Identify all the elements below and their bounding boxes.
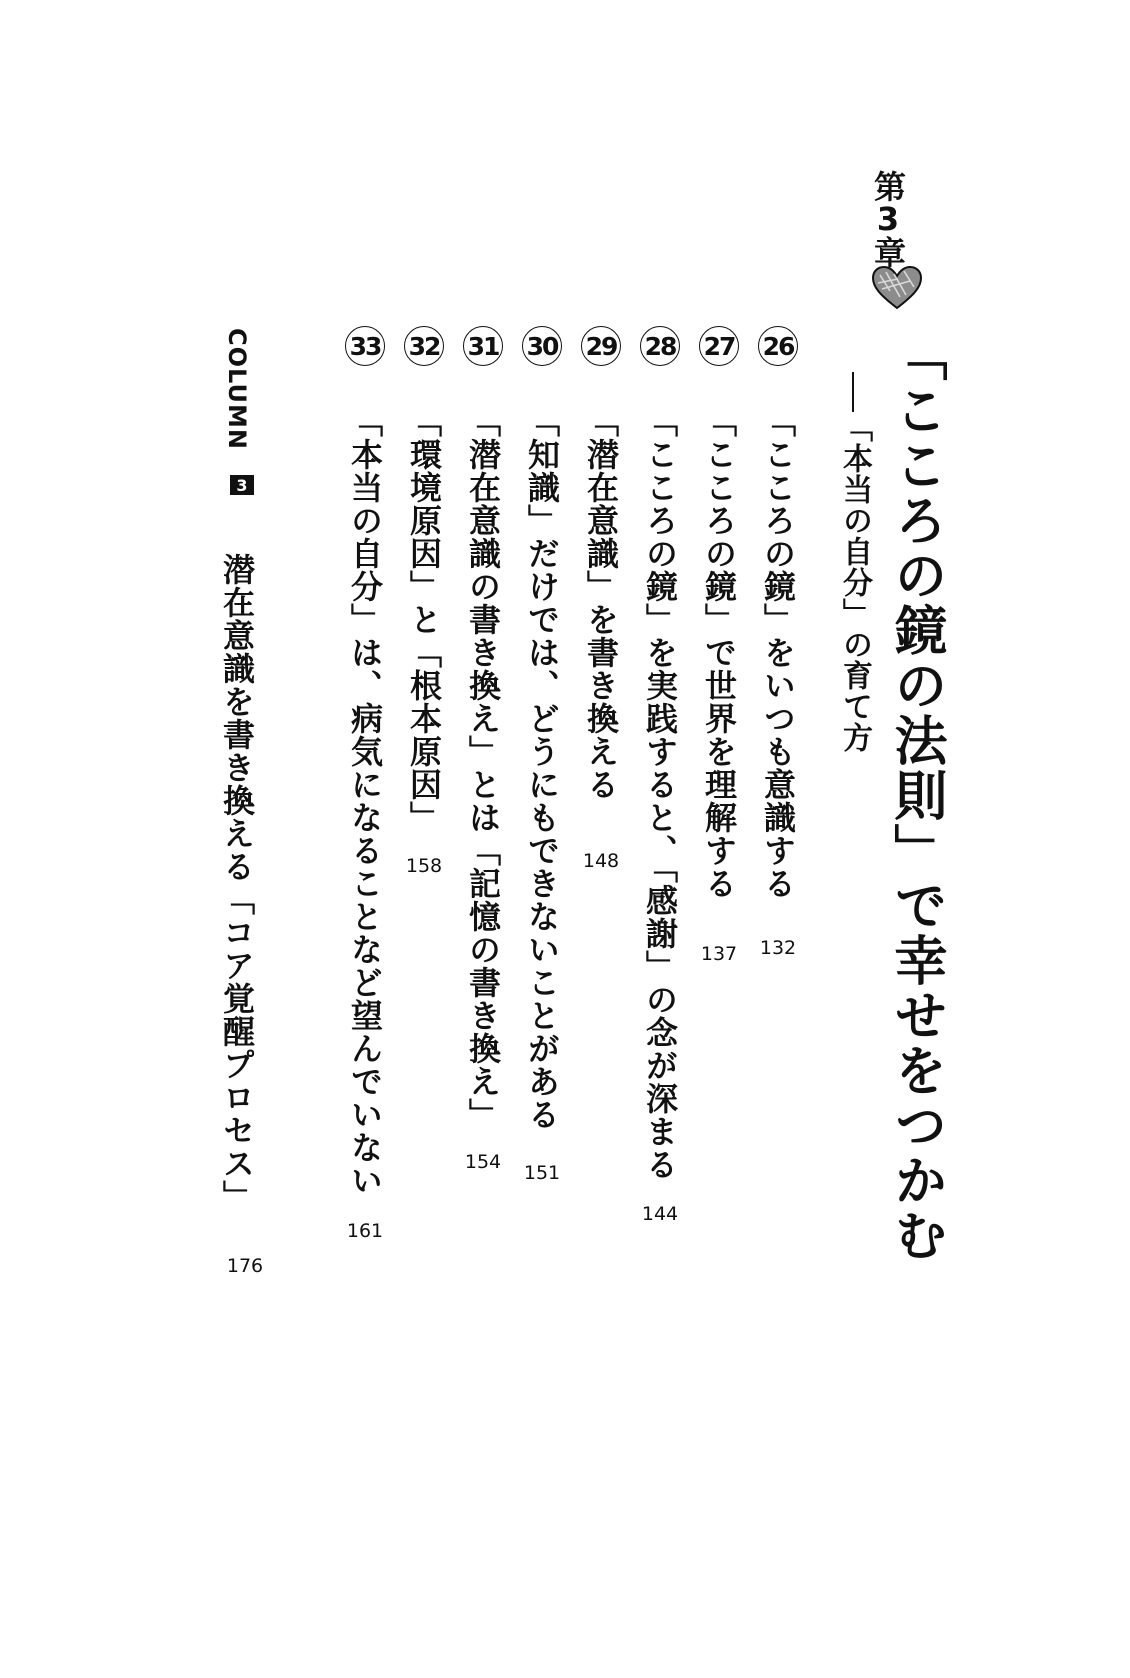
chapter-label: 第3章: [869, 170, 907, 266]
entry-number: 33: [345, 326, 385, 366]
subtitle-dash: [852, 372, 854, 412]
entry-number: 29: [581, 326, 621, 366]
column-page: 176: [226, 1255, 264, 1277]
column-label: COLUMN: [223, 328, 251, 450]
entry-title[interactable]: 「本当の自分」は、病気になることなど望んでいない: [346, 405, 384, 1197]
entry-page: 158: [405, 855, 443, 877]
entry-number: 26: [758, 326, 798, 366]
chapter-title: 「こころの鏡の法則」で幸せをつかむ: [886, 328, 947, 1263]
entry-number: 31: [463, 326, 503, 366]
entry-title[interactable]: 「こころの鏡」で世界を理解する: [700, 405, 738, 900]
entry-title[interactable]: 「環境原因」と「根本原因」: [405, 405, 443, 834]
entry-title[interactable]: 「こころの鏡」をいつも意識する: [759, 405, 797, 900]
column-number-badge: 3: [230, 475, 254, 495]
entry-title[interactable]: 「潜在意識」を書き換える: [582, 405, 620, 801]
entry-page: 151: [523, 1162, 561, 1184]
entry-page: 148: [582, 850, 620, 872]
entry-page: 161: [346, 1220, 384, 1242]
heart-icon: [870, 265, 924, 311]
entry-title[interactable]: 「潜在意識の書き換え」とは「記憶の書き換え」: [464, 405, 502, 1131]
entry-title[interactable]: 「知識」だけでは、どうにもできないことがある: [523, 405, 561, 1131]
column-title[interactable]: 潜在意識を書き換える「コア覚醒プロセス」: [218, 553, 256, 1213]
entry-title[interactable]: 「こころの鏡」を実践すると、「感謝」の念が深まる: [641, 405, 679, 1181]
entry-number: 30: [522, 326, 562, 366]
entry-page: 132: [759, 937, 797, 959]
entry-number: 27: [699, 326, 739, 366]
entry-number: 32: [404, 326, 444, 366]
entry-number: 28: [640, 326, 680, 366]
entry-page: 137: [700, 943, 738, 965]
chapter-subtitle: 「本当の自分」の育て方: [837, 412, 872, 753]
entry-page: 144: [641, 1203, 679, 1225]
entry-page: 154: [464, 1151, 502, 1173]
